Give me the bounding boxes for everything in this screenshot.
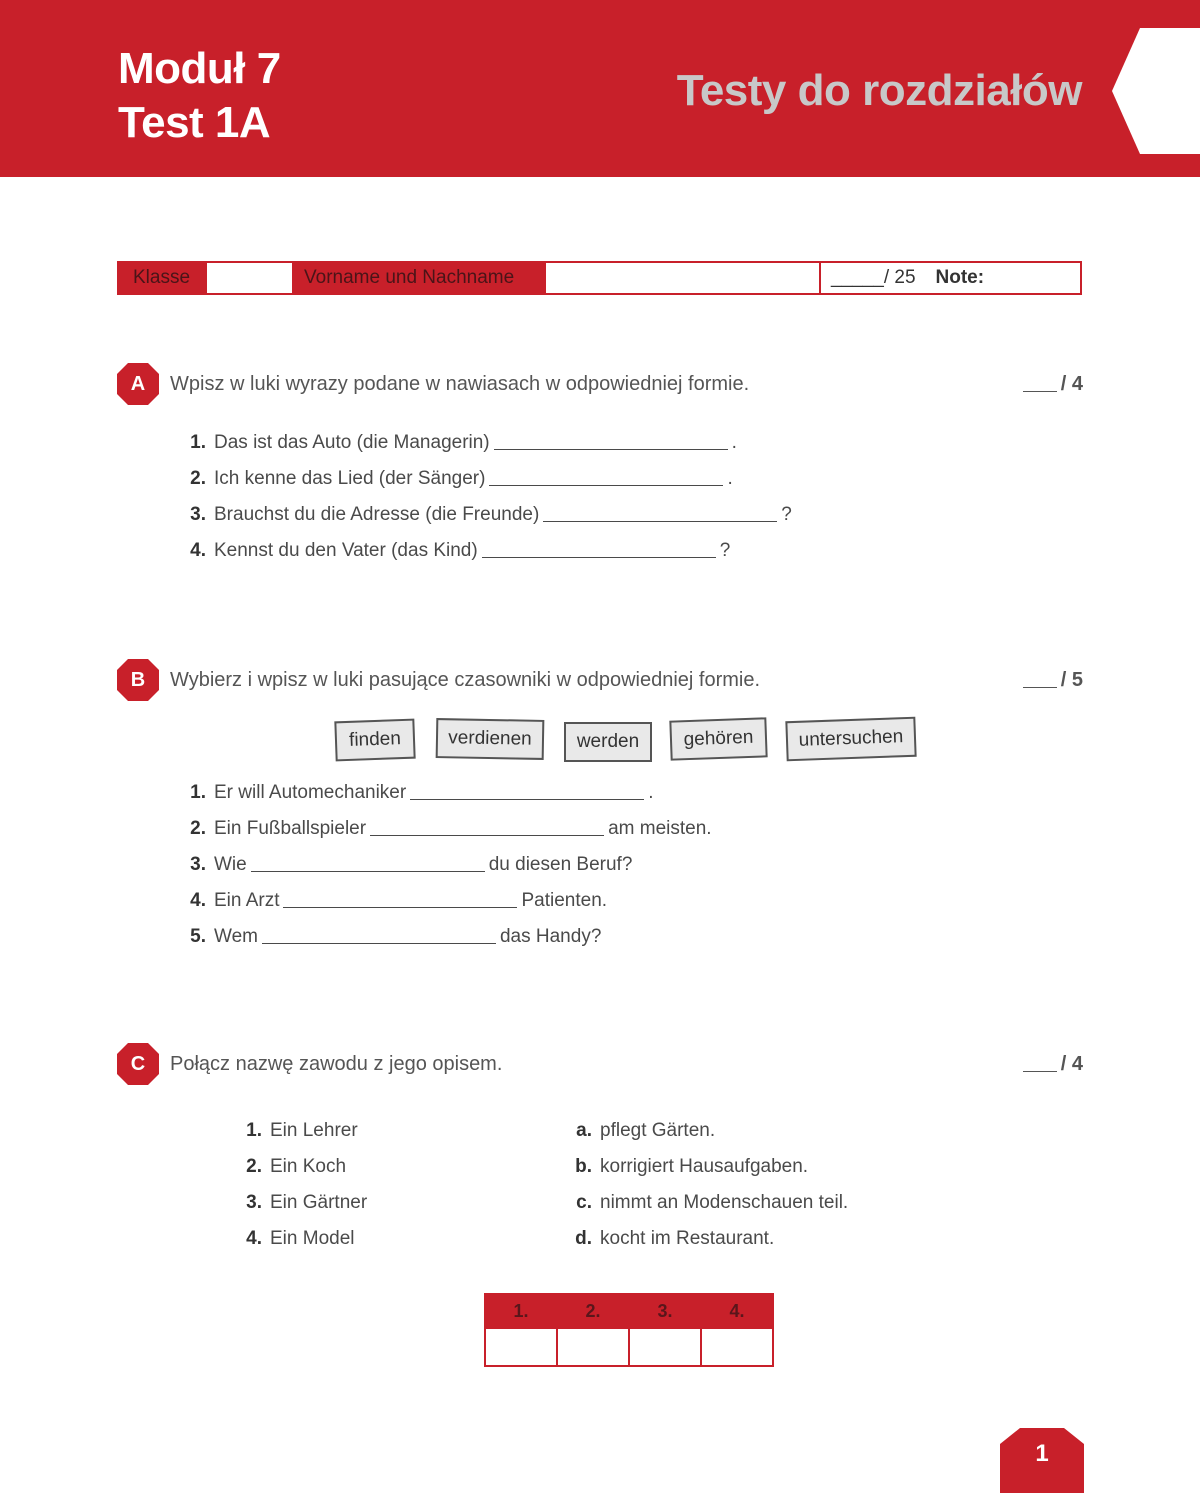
list-item: 4. Kennst du den Vater (das Kind) ? [190,540,731,561]
word-card: werden [564,722,652,762]
answer-gap[interactable] [494,449,728,450]
score-text: _____/ 25 [831,267,916,288]
answer-header: 3. [629,1294,701,1328]
list-item: 2. Ich kenne das Lied (der Sänger) . [190,468,733,489]
answer-gap[interactable] [543,521,777,522]
list-item: 2. Ein Fußballspieler am meisten. [190,818,712,839]
section-a-instruction: Wpisz w luki wyrazy podane w nawiasach w odpowiedniej formie. [170,373,750,395]
answer-cell[interactable] [701,1328,773,1366]
name-label: Vorname und Nachname [294,263,546,293]
word-card: finden [334,719,415,762]
section-c-instruction: Połącz nazwę zawodu z jego opisem. [170,1053,503,1075]
note-label: Note: [935,267,985,288]
score-field [821,263,984,293]
section-c-points: / 4 [1023,1053,1083,1076]
answer-cell[interactable] [629,1328,701,1366]
profession-item: 2. Ein Koch [246,1156,347,1177]
section-c-badge: C [116,1042,160,1086]
list-item: 3. Wie du diesen Beruf? [190,854,633,875]
module-title [118,42,281,150]
test-label: Test 1A [118,98,271,147]
section-a-badge: A [116,362,160,406]
answer-gap[interactable] [370,835,604,836]
header-tab-shape [1112,28,1200,154]
answer-gap[interactable] [410,799,644,800]
profession-item: 1. Ein Lehrer [246,1120,358,1141]
description-item: a. pflegt Gärten. [576,1120,716,1141]
klasse-field[interactable] [207,263,294,293]
answer-gap[interactable] [283,907,517,908]
list-item: 5. Wem das Handy? [190,926,602,947]
answer-cell[interactable] [485,1328,557,1366]
section-b-points: / 5 [1023,669,1083,692]
description-item: c. nimmt an Modenschauen teil. [576,1192,849,1213]
list-item: 1. Das ist das Auto (die Managerin) . [190,432,737,453]
answer-table [484,1293,774,1367]
section-b-badge: B [116,658,160,702]
description-item: d. kocht im Restaurant. [575,1228,775,1249]
answer-header: 1. [485,1294,557,1328]
section-a-points: / 4 [1023,373,1083,396]
name-field[interactable] [546,263,821,293]
section-b-instruction: Wybierz i wpisz w luki pasujące czasowniki w odpowiedniej formie. [170,669,761,691]
module-label: Moduł 7 [118,44,281,93]
tests-title: Testy do rozdziałów [676,66,1082,115]
answer-gap[interactable] [262,943,496,944]
description-item: b. korrigiert Hausaufgaben. [575,1156,809,1177]
answer-header: 2. [557,1294,629,1328]
answer-gap[interactable] [482,557,716,558]
profession-item: 4. Ein Model [246,1228,355,1249]
page-number: 1 [1000,1428,1084,1493]
profession-item: 3. Ein Gärtner [246,1192,368,1213]
klasse-label: Klasse [119,263,207,293]
list-item: 3. Brauchst du die Adresse (die Freunde) ? [190,504,792,525]
word-card: untersuchen [785,717,916,762]
list-item: 1. Er will Automechaniker . [190,782,654,803]
answer-gap[interactable] [489,485,723,486]
answer-cell[interactable] [557,1328,629,1366]
student-info-row [117,261,1082,295]
word-card: gehören [669,717,767,760]
answer-gap[interactable] [251,871,485,872]
header-band [0,0,1200,177]
answer-header: 4. [701,1294,773,1328]
word-card: verdienen [436,718,545,760]
list-item: 4. Ein Arzt Patienten. [190,890,608,911]
